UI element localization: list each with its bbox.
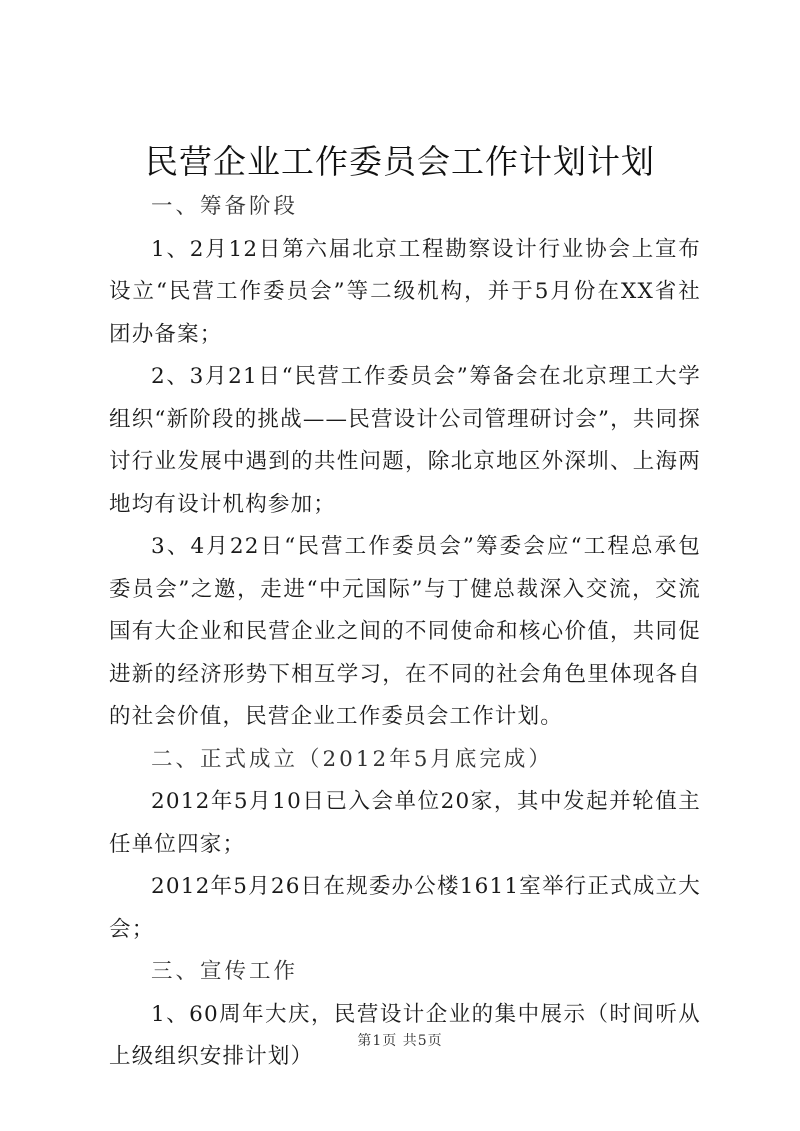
page-number-footer: 第1页 共5页 <box>357 1033 443 1049</box>
document-body <box>109 186 701 1079</box>
paragraph: 2012年5月10日已入会单位20家，其中发起并轮值主任单位四家； <box>109 789 701 857</box>
paragraph: 2、3月21日“民营工作委员会”筹备会在北京理工大学组织“新阶段的挑战——民营设计公司管理研讨会”，共同探讨行业发展中遇到的共性问题，除北京地区外深圳、上海两地均有设计机构参加； <box>109 364 701 517</box>
paragraph: 1、2月12日第六届北京工程勘察设计行业协会上宣布设立“民营工作委员会”等二级机构，并于5月份在XX省社团办备案； <box>109 236 701 347</box>
section-heading-preparation: 一、筹备阶段 <box>151 194 299 219</box>
document-title: 民营企业工作委员会工作计划计划 <box>145 142 655 181</box>
paragraph: 2012年5月26日在规委办公楼1611室举行正式成立大会； <box>109 874 701 942</box>
section-heading-establishment: 二、正式成立（2012年5月底完成） <box>151 746 553 772</box>
section-heading-publicity: 三、宣传工作 <box>151 959 299 984</box>
paragraph: 1、60周年大庆，民营设计企业的集中展示（时间听从上级组织安排计划） <box>109 1001 701 1069</box>
paragraph: 3、4月22日“民营工作委员会”筹委会应“工程总承包委员会”之邀，走进“中元国际”与丁健总裁深入交流，交流国有大企业和民营企业之间的不同使命和核心价值，共同促进新的经济形势下相互学习，在不同的社会角色里体现各自的社会价值，民营企业工作委员会工作计划。 <box>109 534 701 729</box>
